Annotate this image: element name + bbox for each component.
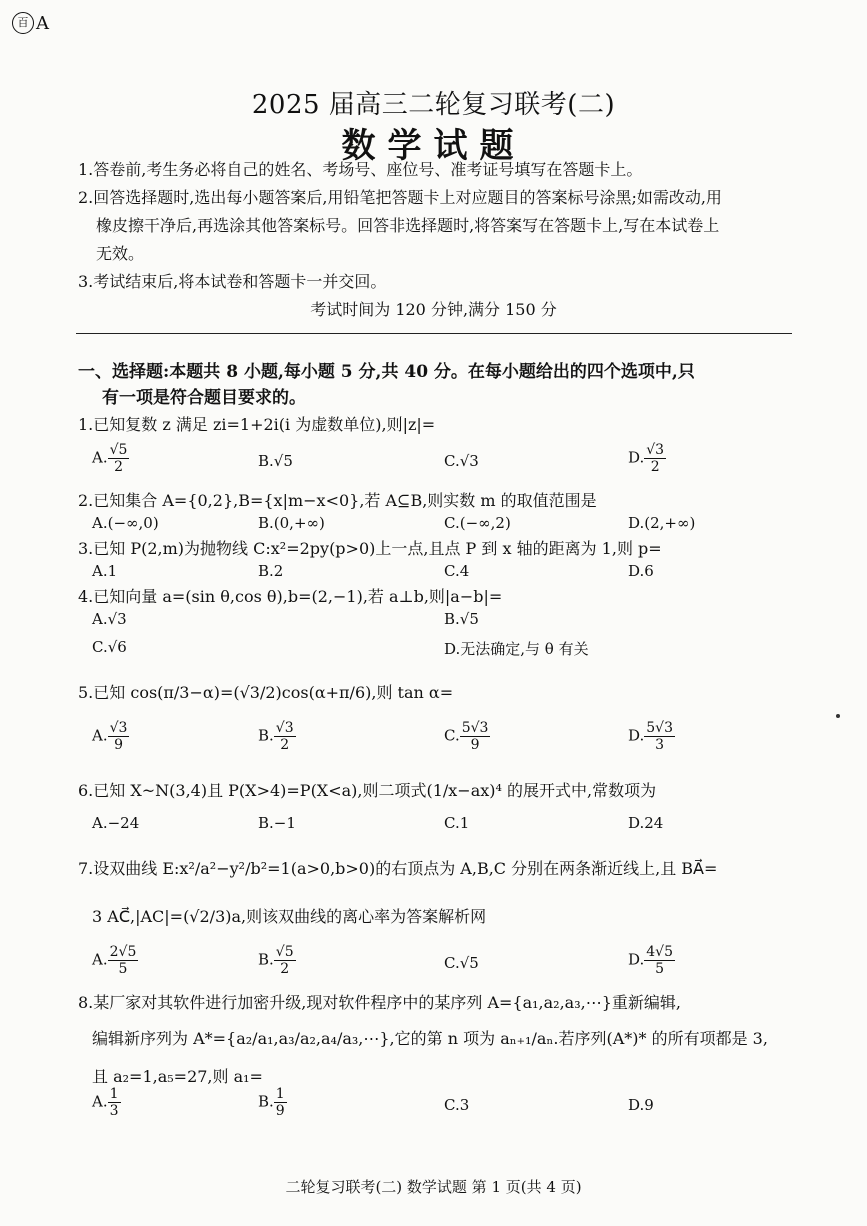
question-4: 4.已知向量 a=(sin θ,cos θ),b=(2,−1),若 a⊥b,则|a−b|= [78,587,503,606]
option-label: B. [258,950,274,969]
numerator: 5√3 [461,720,489,736]
q2-option-b: B.(0,+∞) [258,514,325,532]
denominator: 2 [650,459,660,475]
fraction [108,1086,121,1119]
option-label: A. [92,1092,108,1111]
circled-mark-icon: 百 [12,12,34,34]
numerator: √3 [275,720,294,736]
q1-option-b: B.√5 [258,452,293,470]
q2-option-c: C.(−∞,2) [444,514,511,532]
fraction [274,720,296,753]
divider [76,333,792,334]
question-8-line2: 编辑新序列为 A*={a₂/a₁,a₃/a₂,a₄/a₃,⋯},它的第 n 项为 aₙ₊₁/aₙ.若序列(A*)* 的所有项都是 3, [92,1029,768,1048]
q3-option-b: B.2 [258,562,284,580]
note-3: 3.考试结束后,将本试卷和答题卡一并交回。 [78,272,387,291]
numerator: √3 [109,720,128,736]
exam-title: 2025 届高三二轮复习联考(二) [251,90,616,120]
q5-option-c [444,720,490,753]
q4-option-c: C.√6 [92,638,127,656]
fraction [460,720,491,753]
corner-mark [12,12,49,34]
q8-option-d: D.9 [628,1096,654,1114]
denominator: 9 [275,1103,285,1119]
denominator: 5 [655,961,665,977]
q3-option-c: C.4 [444,562,470,580]
q8-option-b [258,1086,287,1119]
denominator: 9 [114,737,123,753]
denominator: 2 [280,961,290,977]
question-8-line3: 且 a₂=1,a₅=27,则 a₁= [92,1067,263,1086]
numerator: 1 [275,1086,285,1102]
q1-option-c: C.√3 [444,452,479,470]
q7-option-d [628,944,675,977]
fraction [274,1086,287,1119]
numerator: 2√5 [109,944,137,960]
q5-option-a [92,720,129,753]
numerator: 1 [109,1086,119,1102]
subject-title: 数学试题 [341,126,526,166]
denominator: 2 [114,459,123,475]
option-label: C. [444,726,460,745]
q7-option-a [92,944,138,977]
q5-option-d [628,720,675,753]
question-7-line1: 7.设双曲线 E:x²/a²−y²/b²=1(a>0,b>0)的右顶点为 A,B,C 分别在两条渐近线上,且 BA⃗= [78,859,718,878]
note-1: 1.答卷前,考生务必将自己的姓名、考场号、座位号、准考证号填写在答题卡上。 [78,160,643,179]
numerator: 5√3 [646,720,674,736]
question-5: 5.已知 cos(π/3−α)=(√3/2)cos(α+π/6),则 tan α= [78,683,454,702]
q4-option-d: D.无法确定,与 θ 有关 [444,640,589,658]
option-label: A. [92,448,108,467]
scan-speck [836,714,840,718]
q4-option-a: A.√3 [92,610,127,628]
q3-option-a: A.1 [92,562,118,580]
q6-option-d: D.24 [628,814,664,832]
note-2-line2: 橡皮擦干净后,再选涂其他答案标号。回答非选择题时,将答案写在答题卡上,写在本试卷上 [96,216,720,235]
question-1: 1.已知复数 z 满足 zi=1+2i(i 为虚数单位),则|z|= [78,415,436,434]
q8-option-c: C.3 [444,1096,470,1114]
denominator: 3 [109,1103,119,1119]
denominator: 2 [280,737,290,753]
q4-option-b: B.√5 [444,610,479,628]
note-2-line3: 无效。 [96,244,145,263]
fraction [644,720,675,753]
q7-option-b [258,944,296,977]
option-label: B. [258,726,274,745]
question-3: 3.已知 P(2,m)为抛物线 C:x²=2py(p>0)上一点,且点 P 到 x 轴的距离为 1,则 p= [78,539,662,558]
fraction [274,944,296,977]
q6-option-a: A.−24 [92,814,140,832]
q1-option-d [628,442,666,475]
question-7-line2: 3 AC⃗,|AC|=(√2/3)a,则该双曲线的离心率为答案解析网 [92,907,487,926]
numerator: √5 [109,442,128,458]
denominator: 3 [655,737,665,753]
paper-version: A [36,12,49,34]
q7-option-c: C.√5 [444,954,479,972]
option-label: D. [628,448,645,467]
section-heading-line1: 一、选择题:本题共 8 小题,每小题 5 分,共 40 分。在每小题给出的四个选项中,只 [78,362,695,382]
option-label: D. [628,726,645,745]
fraction [108,944,139,977]
question-2: 2.已知集合 A={0,2},B={x|m−x<0},若 A⊆B,则实数 m 的取值范围是 [78,491,597,510]
fraction [644,442,666,475]
q2-option-d: D.(2,+∞) [628,514,696,532]
denominator: 9 [470,737,480,753]
option-label: B. [258,1092,274,1111]
question-6: 6.已知 X~N(3,4)且 P(X>4)=P(X<a),则二项式(1/x−ax)⁴ 的展开式中,常数项为 [78,781,657,800]
numerator: √5 [275,944,294,960]
q3-option-d: D.6 [628,562,654,580]
q5-option-b [258,720,296,753]
option-label: D. [628,950,645,969]
page-footer: 二轮复习联考(二) 数学试题 第 1 页(共 4 页) [285,1178,582,1196]
fraction [644,944,675,977]
option-label: A. [92,950,108,969]
exam-time: 考试时间为 120 分钟,满分 150 分 [310,300,557,319]
q1-option-a [92,442,129,475]
q6-option-c: C.1 [444,814,470,832]
q6-option-b: B.−1 [258,814,296,832]
fraction [108,720,130,753]
numerator: √3 [646,442,665,458]
numerator: 4√5 [646,944,674,960]
denominator: 5 [118,961,128,977]
q2-option-a: A.(−∞,0) [92,514,159,532]
option-label: A. [92,726,108,745]
q8-option-a [92,1086,121,1119]
note-2-line1: 2.回答选择题时,选出每小题答案后,用铅笔把答题卡上对应题目的答案标号涂黑;如需改动,用 [78,188,722,207]
section-heading-line2: 有一项是符合题目要求的。 [102,388,306,408]
question-8-line1: 8.某厂家对其软件进行加密升级,现对软件程序中的某序列 A={a₁,a₂,a₃,⋯}重新编辑, [78,993,681,1012]
fraction [108,442,130,475]
